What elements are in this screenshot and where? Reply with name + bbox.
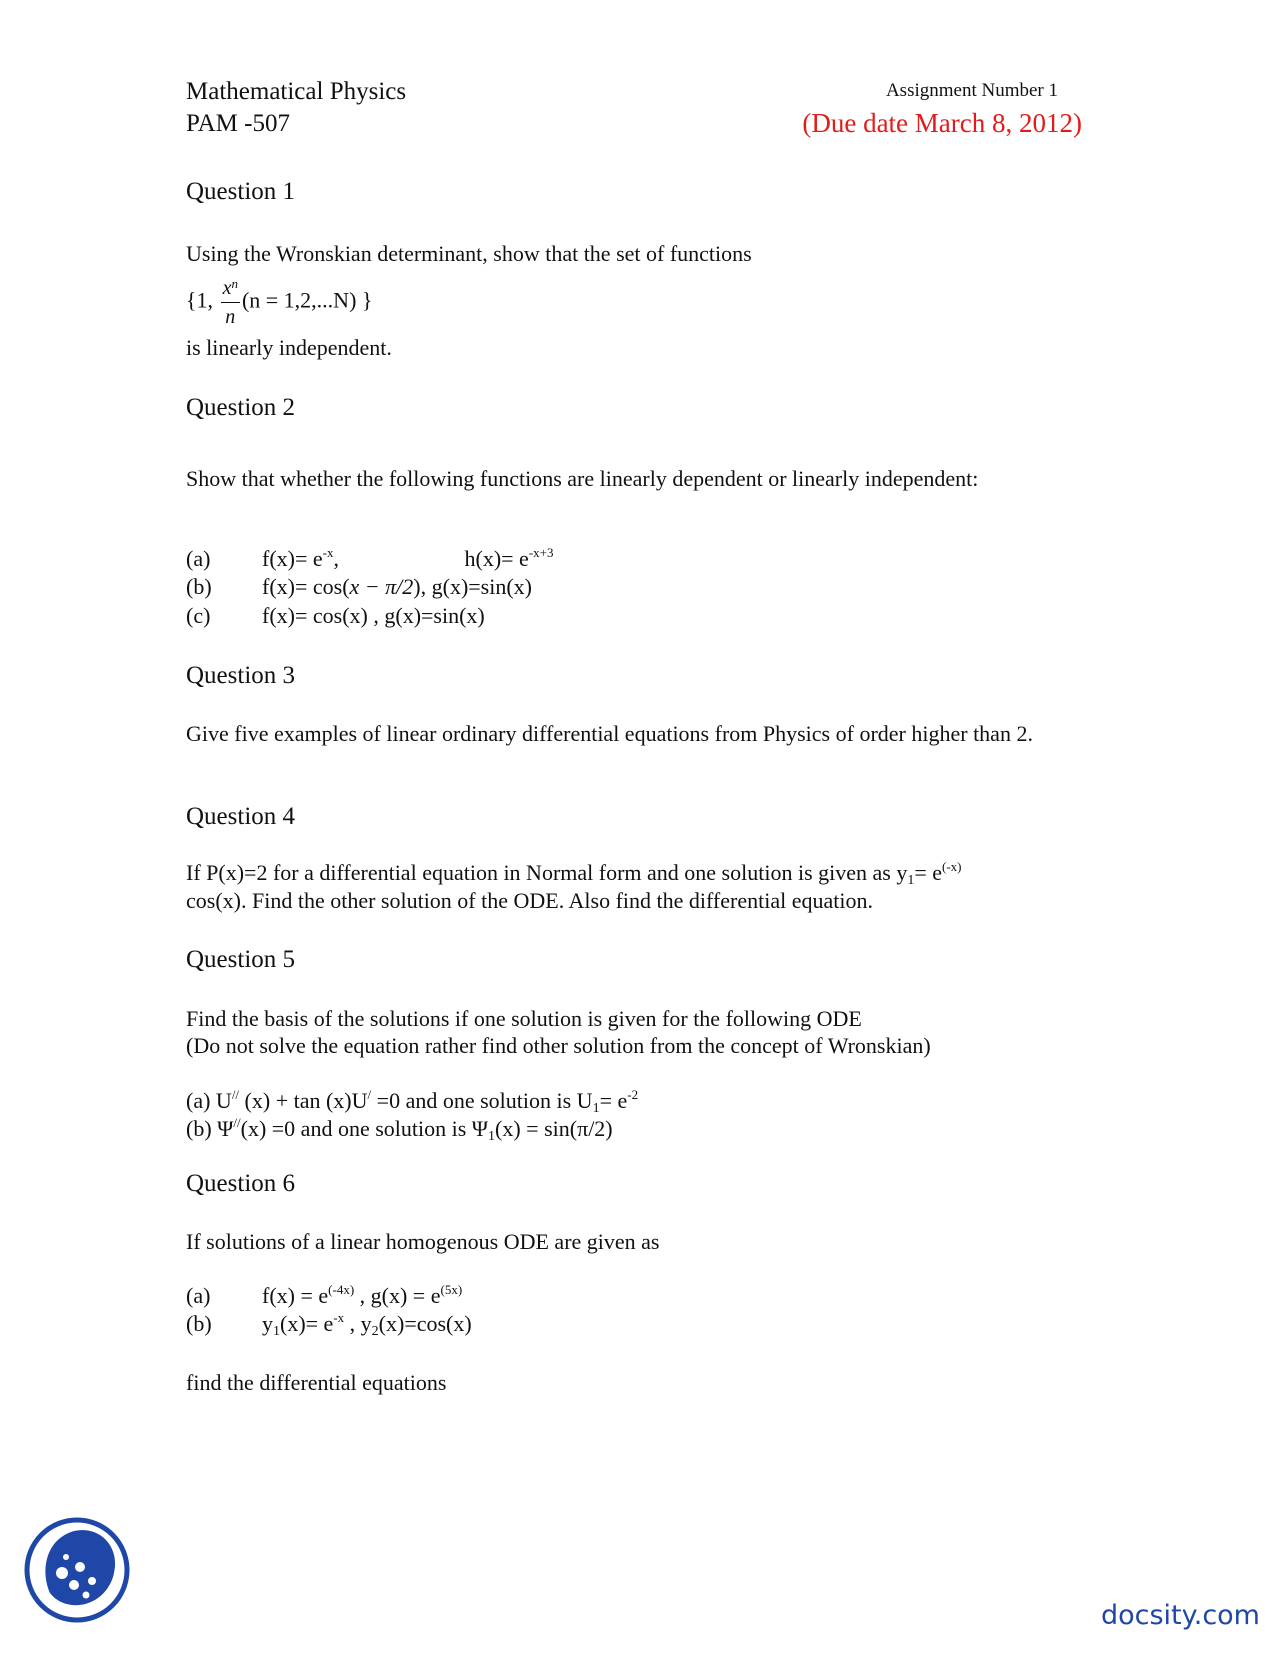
question-2-part-c: (c) f(x)= cos(x) , g(x)=sin(x) xyxy=(186,603,485,628)
question-6-intro: If solutions of a linear homogenous ODE are given as xyxy=(186,1229,660,1254)
question-3-text: Give five examples of linear ordinary differential equations from Physics of order higher than 2. xyxy=(186,721,1033,746)
due-date: (Due date March 8, 2012) xyxy=(802,108,1082,138)
question-3-heading: Question 3 xyxy=(186,662,296,689)
question-4-line-2: cos(x). Find the other solution of the ODE. Also find the differential equation. xyxy=(186,888,873,913)
question-1-intro: Using the Wronskian determinant, show that the set of functions xyxy=(186,241,752,266)
question-4-line-1: If P(x)=2 for a differential equation in Normal form and one solution is given as $y_1= e^{(-x)}$ xyxy=(186,859,962,888)
question-2-part-a: (a) $f(x)= e^{-x}$, $h(x)= e^{-x+3}$ xyxy=(186,545,554,571)
question-5-part-b: (b) Ψ//(x) =0 and one solution is $\Psi_1(x) = \sin(\pi/2)$ xyxy=(186,1115,613,1144)
question-5-heading: Question 5 xyxy=(186,946,296,973)
question-2-intro: Show that whether the following functions are linearly dependent or linearly independent: xyxy=(186,466,979,491)
question-2-part-b: (b) f(x)= cos(x − π/2), g(x)=sin(x) xyxy=(186,574,533,599)
question-1-function-set: {1, $\frac{x^n}{n}$ (n = 1,2,...N) } xyxy=(186,276,373,328)
course-code: PAM -507 xyxy=(186,110,290,137)
course-header xyxy=(186,76,406,140)
question-5-line-1: Find the basis of the solutions if one solution is given for the following ODE xyxy=(186,1006,862,1031)
fraction-x-n-over-n: $\frac{x^n}{n}$ xyxy=(222,276,238,328)
docsity-logo-svg xyxy=(22,1515,132,1625)
question-6-outro: find the differential equations xyxy=(186,1370,447,1395)
question-5-line-2: (Do not solve the equation rather find other solution from the concept of Wronskian) xyxy=(186,1033,931,1058)
question-2-heading: Question 2 xyxy=(186,394,296,421)
question-1-outro: is linearly independent. xyxy=(186,335,392,360)
question-4-heading: Question 4 xyxy=(186,803,296,830)
docsity-brand-link[interactable]: docsity.com xyxy=(1100,1600,1260,1631)
question-6-part-b: (b) $y_1(x)= e^{-x}$ , $y_2(x)=\cos(x)$ xyxy=(186,1310,472,1339)
question-1-heading: Question 1 xyxy=(186,178,296,205)
docsity-logo-icon[interactable] xyxy=(22,1515,132,1625)
question-5-part-a: (a) U// (x) + tan (x)U/ =0 and one solution is $U_1= e^{-2}$ xyxy=(186,1087,639,1116)
question-6-heading: Question 6 xyxy=(186,1170,296,1197)
course-title: Mathematical Physics xyxy=(186,78,407,105)
question-6-part-a: (a) $f(x) = e^{(-4x)}$ , $g(x) = e^{(5x)}$ xyxy=(186,1282,463,1308)
assignment-number: Assignment Number 1 xyxy=(885,80,1058,101)
